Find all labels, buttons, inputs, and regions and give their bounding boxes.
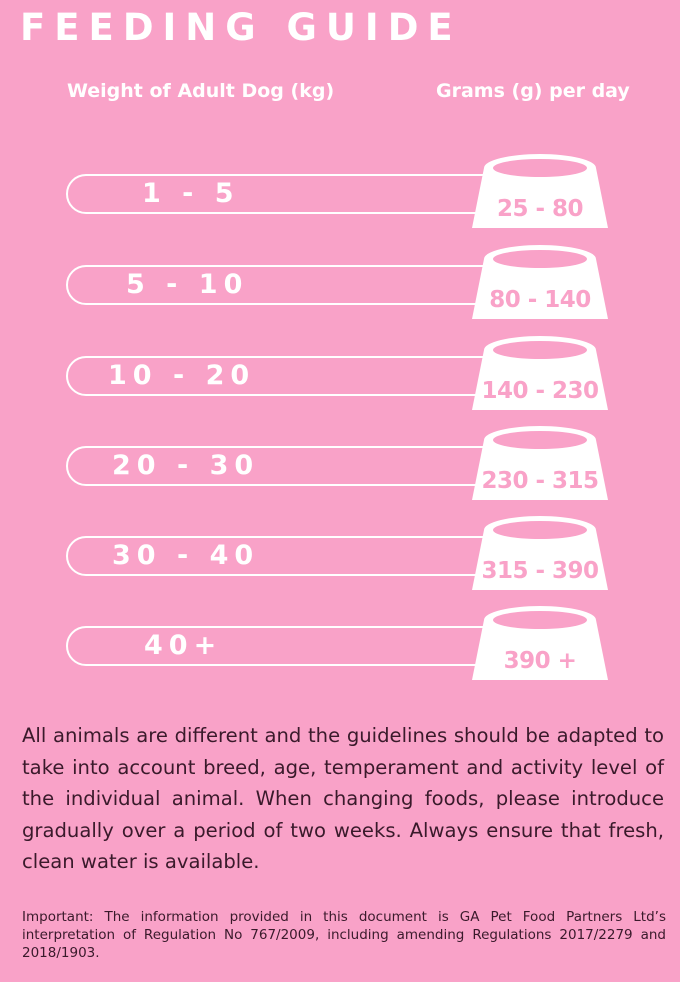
feeding-row xyxy=(0,332,680,424)
weight-column-header: Weight of Adult Dog (kg) xyxy=(67,80,335,102)
weight-bar xyxy=(66,626,506,666)
feeding-row xyxy=(0,241,680,333)
weight-range: 5 - 10 xyxy=(126,269,249,300)
grams-column-header: Grams (g) per day xyxy=(436,80,630,102)
weight-range: 30 - 40 xyxy=(112,540,260,571)
grams-amount: 140 - 230 xyxy=(481,378,599,404)
page-title: FEEDING GUIDE xyxy=(20,6,462,49)
weight-range: 20 - 30 xyxy=(112,450,260,481)
important-notice: Important: The information provided in this document is GA Pet Food Partners Ltd’s interpretation of Regulation No 767/2009, including amending Regulations 2017/2279 and 2018/1903. xyxy=(22,909,666,961)
grams-amount: 80 - 140 xyxy=(489,287,591,313)
grams-amount: 230 - 315 xyxy=(481,468,599,494)
guidance-paragraph: All animals are different and the guidelines should be adapted to take into account breed, age, temperament and activity level of the individual animal. When changing foods, please introduce gradually over a period of two weeks. Always ensure that fresh, clean water is available. xyxy=(22,724,664,873)
feeding-row xyxy=(0,150,680,242)
grams-amount: 315 - 390 xyxy=(481,558,599,584)
weight-range: 10 - 20 xyxy=(108,360,256,391)
weight-bar xyxy=(66,174,506,214)
weight-range: 40+ xyxy=(144,630,223,661)
feeding-row xyxy=(0,602,680,694)
feeding-row xyxy=(0,422,680,514)
grams-amount: 25 - 80 xyxy=(496,196,584,222)
feeding-row xyxy=(0,512,680,604)
grams-amount: 390 + xyxy=(503,648,577,674)
weight-range: 1 - 5 xyxy=(142,178,240,209)
